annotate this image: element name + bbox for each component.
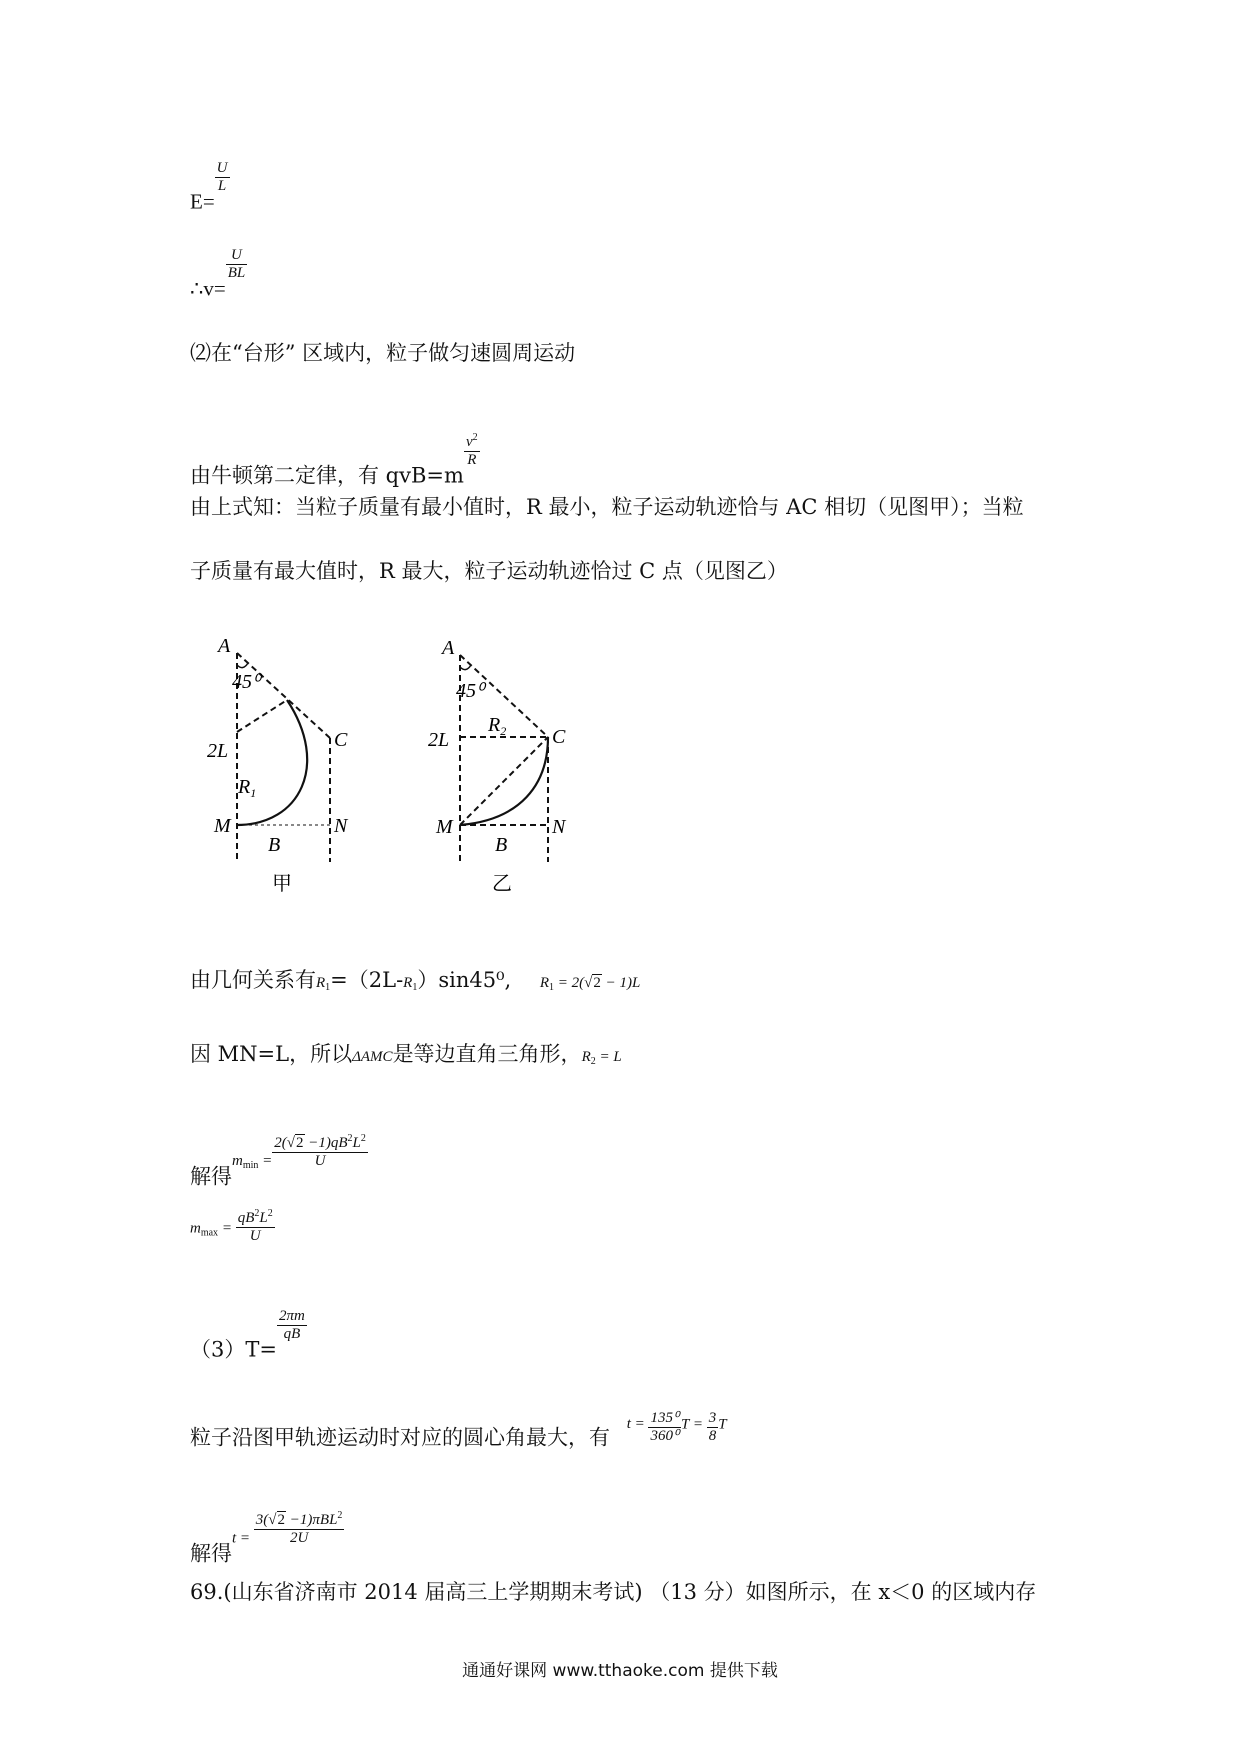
r2-result: $R_2 = L$ [581, 1049, 622, 1067]
e-formula: E= $\frac{U}{L}$ [190, 160, 228, 214]
fig-left-label-a: A [218, 635, 231, 657]
fig-left-label-m: M [214, 815, 231, 837]
line-mc [460, 737, 548, 825]
fig-left-caption: 甲 [272, 871, 292, 895]
fig-right-label-c: C [552, 726, 566, 748]
mn-relation: 因 MN=L，所以ΔAMC是等边直角三角形，$R_2 = L$ [190, 1042, 622, 1067]
v-formula: ∴v= $\frac{U}{BL}$ [190, 247, 246, 301]
fig-right-label-b: B [495, 834, 508, 856]
angle-fraction-1: $\frac{\text{135⁰}}{\text{360⁰}}$ [650, 1410, 679, 1445]
fig-left-label-angle: 45⁰ [232, 671, 261, 693]
fig-right-caption: 乙 [492, 871, 512, 895]
angle-formula: 粒子沿图甲轨迹运动时对应的圆心角最大，有 $^{t =}$ $\frac{\text{135⁰}}{\text{360⁰}}$ $^{T =}$ $\frac{3}{8}$ $^T$ [190, 1410, 727, 1450]
trajectory-figures [0, 625, 1240, 925]
line-ac [237, 653, 330, 738]
fig-left-label-c: C [334, 729, 348, 751]
paragraph-line-1: 由上式知：当粒子质量有最小值时，R 最小，粒子运动轨迹恰与 AC 相切（见图甲）；当粒 [190, 495, 1024, 519]
time-fraction: $\frac{3(√2 -1)\pi BL^2}{2U}$ [255, 1510, 343, 1547]
fig-left-label-n: N [334, 815, 348, 837]
period-fraction: $\frac{2\pi m}{qB}$ [278, 1308, 305, 1343]
arc-trajectory-1 [237, 700, 307, 825]
fig-right-label-a: A [442, 637, 455, 659]
geometry-relation: 由几何关系有$R_1=(2L-R_1)\sin 45^0$, $R_1 = 2(√2 - 1)L$ [190, 968, 641, 993]
fig-left-label-2l: 2L [207, 740, 229, 762]
newton-formula: 由牛顿第二定律，有 qvB=m $\frac{v^2}{R}$ [190, 432, 478, 488]
paragraph-line-2: 子质量有最大值时，R 最大，粒子运动轨迹恰过 C 点（见图乙） [190, 559, 788, 583]
fig-right-label-angle: 45⁰ [456, 680, 485, 702]
angle-fraction-2: $\frac{3}{8}$ [708, 1410, 717, 1445]
fig-left-label-r: $R_1$ [238, 776, 257, 800]
mmin-formula: 解得 $m_{min}$ = $\frac{2(√2 -1)qB^2L^2}{U}$ [190, 1133, 366, 1189]
radius-r1 [237, 700, 287, 732]
question-69: 69.(山东省济南市 2014 届高三上学期期末考试) （13 分）如图所示，在 x＜0 的区域内存 [190, 1580, 1037, 1604]
fig-right-label-n: N [552, 816, 566, 838]
newton-fraction: $\frac{v^2}{R}$ [465, 432, 478, 469]
time-result: 解得$^{t =}$ $\frac{3(√2 -1)\pi BL^2}{2U}$ [190, 1510, 343, 1566]
mmax-fraction: $\frac{qB^2L^2}{U}$ [237, 1208, 273, 1245]
page-footer: 通通好课网 www.tthaoke.com 提供下载 [462, 1661, 778, 1681]
part2-heading: ⑵在“台形” 区域内，粒子做匀速圆周运动 [190, 341, 576, 365]
r1-result: $R_1 = 2(√2 - 1)L$ [539, 975, 641, 993]
e-fraction: $\frac{U}{L}$ [216, 160, 228, 195]
v-fraction: $\frac{U}{BL}$ [227, 247, 246, 282]
angle-mark-2 [460, 665, 471, 670]
fig-right-label-2l: 2L [428, 729, 450, 751]
period-formula: （3）T= $\frac{2\pi m}{qB}$ [190, 1308, 305, 1362]
angle-mark-1 [237, 663, 248, 668]
fig-left-label-b: B [268, 834, 281, 856]
fig-right-label-m: M [436, 816, 453, 838]
mmin-fraction: $\frac{2(√2 -1)qB^2L^2}{U}$ [274, 1133, 366, 1170]
mmax-formula: $m_{max}$ = $\frac{qB^2L^2}{U}$ [190, 1208, 273, 1245]
fig-right-label-r: $R_2$ [488, 714, 507, 738]
